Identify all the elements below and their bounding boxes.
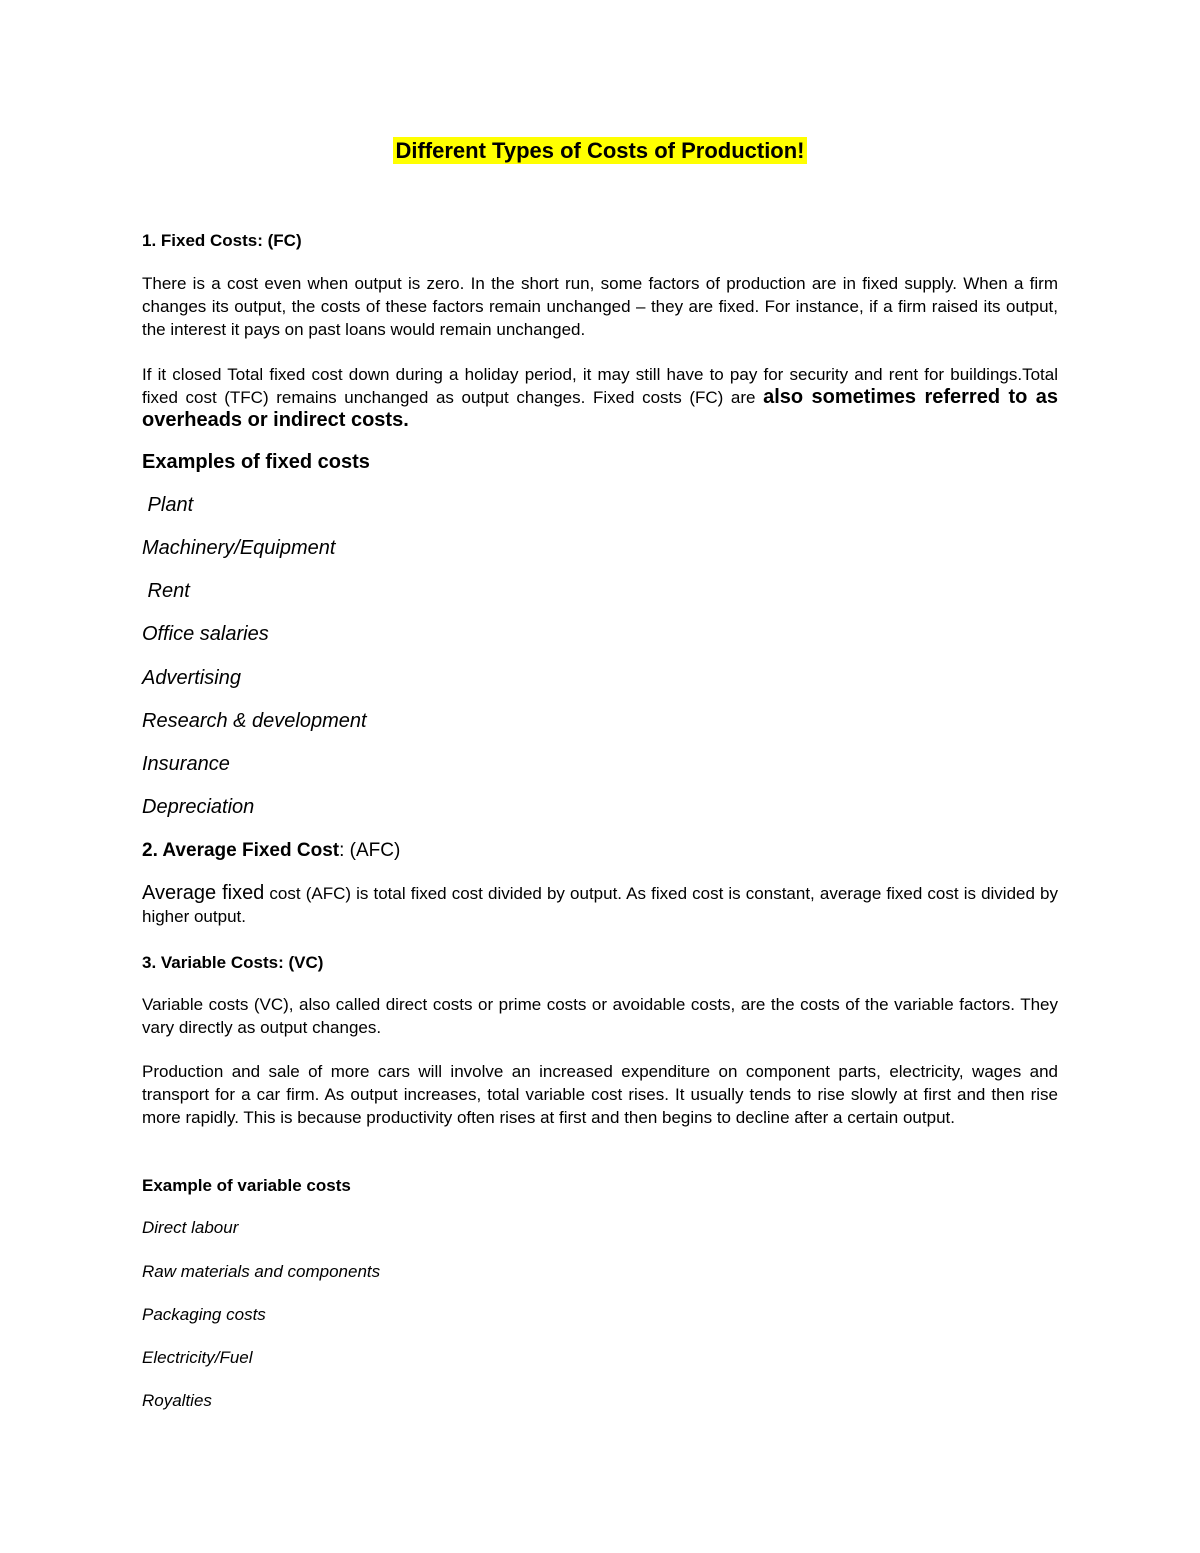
average-fixed-cost-paragraph <box>142 882 1058 928</box>
average-fixed-cost-heading <box>142 839 1058 862</box>
average-fixed-cost-heading-suffix: : (AFC) <box>339 840 401 861</box>
variable-cost-example: Packaging costs <box>142 1305 266 1324</box>
average-fixed-cost-text: cost (AFC) is total fixed cost divided by output. As fixed cost is constant, average fixed cost is divided by higher output. <box>142 884 1058 926</box>
fixed-costs-paragraph-2-text: If it closed Total fixed cost down during a holiday period, it may still have to pay for security and rent for buildings.Total fixed cost (TFC) remains unchanged as output changes. Fixed costs (FC) are <box>142 365 1058 407</box>
page-title <box>0 139 1200 162</box>
variable-costs-heading: 3. Variable Costs: (VC) <box>142 953 324 972</box>
fixed-cost-example: Office salaries <box>142 623 269 645</box>
title-highlight: Different Types of Costs of Production! <box>395 138 805 163</box>
fixed-cost-example: Rent <box>142 580 190 602</box>
variable-cost-example: Raw materials and components <box>142 1262 381 1281</box>
average-fixed-cost-lead: Average fixed <box>142 882 265 904</box>
variable-costs-paragraph-1: Variable costs (VC), also called direct costs or prime costs or avoidable costs, are the costs of the variable factors. They vary directly as output changes. <box>142 995 1058 1037</box>
variable-cost-example: Direct labour <box>142 1218 239 1237</box>
average-fixed-cost-heading-bold: 2. Average Fixed Cost <box>142 840 340 861</box>
fixed-cost-example: Machinery/Equipment <box>142 537 336 559</box>
fixed-cost-example: Research & development <box>142 710 367 732</box>
variable-cost-example: Royalties <box>142 1391 212 1410</box>
fixed-cost-example: Plant <box>142 494 194 516</box>
fixed-costs-heading: 1. Fixed Costs: (FC) <box>142 231 302 250</box>
fixed-cost-example: Depreciation <box>142 796 255 818</box>
fixed-costs-paragraph-2-emphasis: also sometimes referred to as overheads or indirect costs. <box>142 386 1058 431</box>
variable-costs-examples-heading: Example of variable costs <box>142 1176 351 1195</box>
fixed-cost-example: Insurance <box>142 753 230 775</box>
fixed-costs-examples-heading: Examples of fixed costs <box>142 451 370 473</box>
variable-cost-example: Electricity/Fuel <box>142 1348 253 1367</box>
fixed-costs-paragraph-2 <box>142 363 1058 432</box>
fixed-cost-example: Advertising <box>142 667 241 689</box>
variable-costs-paragraph-2: Production and sale of more cars will involve an increased expenditure on component parts, electricity, wages and transport for a car firm. As output increases, total variable cost rises. It usually tends to rise slowly at first and then rise more rapidly. This is because productivity often rises at first and then begins to decline after a certain output. <box>142 1062 1058 1127</box>
fixed-costs-paragraph-1: There is a cost even when output is zero. In the short run, some factors of production are in fixed supply. When a firm changes its output, the costs of these factors remain unchanged – they are fixed. For instance, if a firm raised its output, the interest it pays on past loans would remain unchanged. <box>142 274 1058 339</box>
